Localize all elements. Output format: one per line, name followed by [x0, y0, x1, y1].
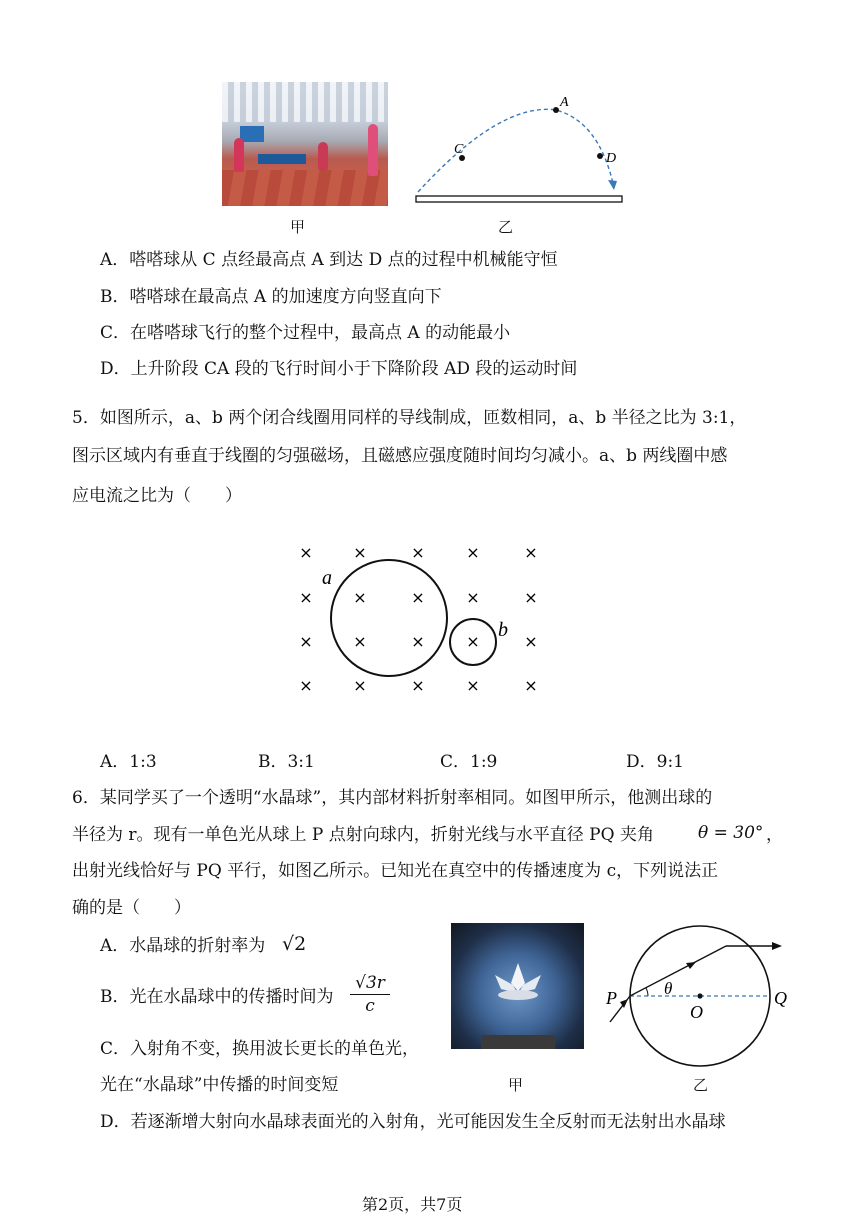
photo-caption-jia-q6: 甲 — [508, 1076, 524, 1094]
label-c: C — [454, 142, 464, 157]
field-cross: × — [411, 632, 425, 651]
q4-option-d: D．上升阶段 CA 段的飞行时间小于下降阶段 AD 段的运动时间 — [100, 359, 578, 379]
table-tennis-photo — [222, 82, 388, 206]
field-cross: × — [353, 588, 367, 607]
photo-caption-jia: 甲 — [290, 218, 306, 236]
magnetic-field-diagram — [290, 538, 550, 698]
field-cross: × — [353, 543, 367, 562]
field-cross: × — [411, 676, 425, 695]
q5-option-b: B．3:1 — [258, 752, 315, 772]
field-cross: × — [353, 676, 367, 695]
diagram-caption-yi-q6: 乙 — [693, 1076, 709, 1094]
q5-option-a: A．1:3 — [100, 752, 157, 772]
field-cross: × — [299, 676, 313, 695]
field-cross: × — [299, 543, 313, 562]
q4-option-c: C．在嗒嗒球飞行的整个过程中，最高点 A 的动能最小 — [100, 323, 511, 343]
diagram-caption-yi: 乙 — [498, 218, 514, 236]
trajectory-curve — [418, 109, 617, 192]
q5-stem-line3: 应电流之比为（ ） — [72, 486, 242, 506]
trajectory-arrow — [608, 180, 617, 190]
field-cross: × — [411, 543, 425, 562]
field-cross: × — [466, 588, 480, 607]
q6-option-b-fraction — [350, 972, 390, 1017]
label-o: O — [690, 1002, 703, 1022]
label-theta: θ — [664, 979, 673, 998]
field-cross: × — [299, 632, 313, 651]
q4-option-a: A．嗒嗒球从 C 点经最高点 A 到达 D 点的过程中机械能守恒 — [100, 250, 558, 270]
q6-option-a: A．水晶球的折射率为 — [100, 936, 266, 956]
q6-stem-line2: 半径为 r。现有一单色光从球上 P 点射向球内，折射光线与水平直径 PQ 夹角 — [72, 825, 654, 845]
fraction-denominator: c — [365, 996, 375, 1016]
label-q: Q — [774, 988, 787, 1008]
label-p: P — [606, 988, 617, 1008]
q5-stem-line2: 图示区域内有垂直于线圈的匀强磁场，且磁感应强度随时间均匀减小。a、b 两线圈中感 — [72, 446, 728, 466]
fraction-numerator: √3r — [350, 972, 390, 995]
q5-stem-line1: 5．如图所示，a、b 两个闭合线圈用同样的导线制成，匝数相同，a、b 半径之比为 3:1， — [72, 408, 747, 428]
coil-b-label: b — [498, 619, 508, 641]
field-cross: × — [466, 543, 480, 562]
page-footer: 第2页，共7页 — [362, 1195, 463, 1214]
field-cross: × — [411, 588, 425, 607]
q6-stem-line1: 6．某同学买了一个透明“水晶球”，其内部材料折射率相同。如图甲所示，他测出球的 — [72, 788, 713, 808]
field-cross: × — [466, 676, 480, 695]
q5-option-c: C．1:9 — [440, 752, 498, 772]
q6-option-a-value: √2 — [282, 933, 307, 955]
q6-option-b: B．光在水晶球中的传播时间为 — [100, 987, 334, 1007]
q5-option-d: D．9:1 — [626, 752, 684, 772]
field-cross: × — [353, 632, 367, 651]
field-cross: × — [524, 543, 538, 562]
q6-angle-suffix: ， — [766, 825, 783, 845]
q4-option-b: B．嗒嗒球在最高点 A 的加速度方向竖直向下 — [100, 287, 442, 307]
label-d: D — [606, 151, 617, 166]
q6-stem-line3: 出射光线恰好与 PQ 平行，如图乙所示。已知光在真空中的传播速度为 c，下列说法正 — [72, 861, 719, 881]
q6-stem-line4: 确的是（ ） — [72, 898, 191, 918]
trajectory-diagram — [410, 92, 630, 210]
field-cross: × — [524, 588, 538, 607]
lotus-sculpture — [489, 961, 547, 1001]
angle-arc — [646, 988, 648, 996]
coil-a-label: a — [322, 567, 332, 589]
crystal-ball-photo — [451, 923, 584, 1049]
exit-ray-arrow — [772, 942, 782, 950]
field-cross: × — [466, 632, 480, 651]
q6-angle-expr: θ = 30° — [698, 823, 764, 843]
field-cross: × — [524, 676, 538, 695]
q6-option-d: D．若逐渐增大射向水晶球表面光的入射角，光可能因发生全反射而无法射出水晶球 — [100, 1112, 726, 1132]
point-a — [553, 107, 559, 113]
refraction-diagram — [600, 922, 800, 1074]
coil-a — [331, 560, 447, 676]
q6-option-c-line2: 光在“水晶球”中传播的时间变短 — [100, 1075, 339, 1095]
label-a: A — [560, 95, 569, 110]
q6-option-c-line1: C．入射角不变，换用波长更长的单色光， — [100, 1039, 420, 1059]
center-o — [697, 993, 702, 998]
field-cross: × — [524, 632, 538, 651]
ground-plate — [416, 196, 622, 202]
point-d — [597, 153, 603, 159]
field-cross: × — [299, 588, 313, 607]
